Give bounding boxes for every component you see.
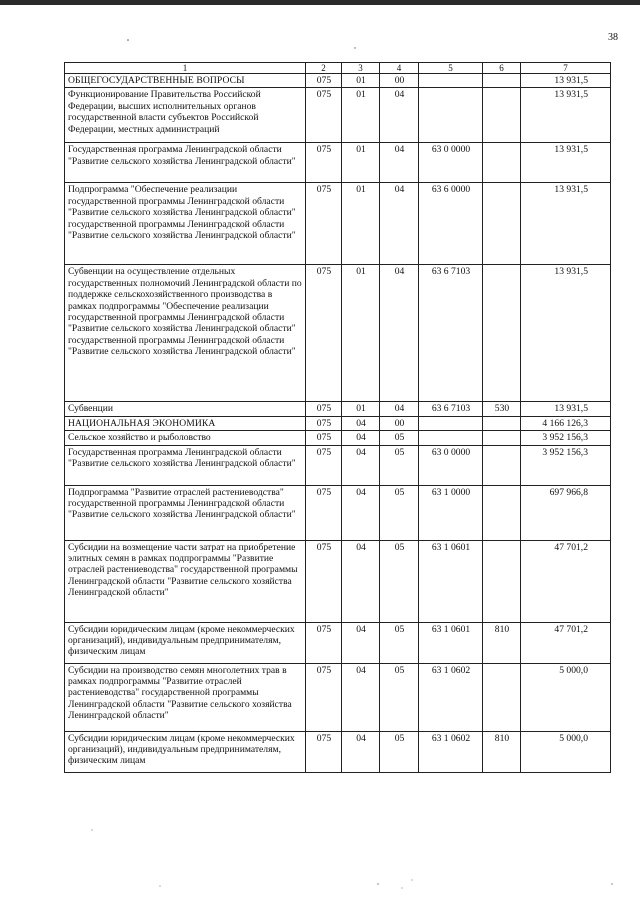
row-pr: 05 bbox=[380, 622, 419, 663]
row-csr: 63 1 0602 bbox=[419, 731, 483, 772]
row-csr: 63 6 0000 bbox=[419, 183, 483, 265]
row-gr: 075 bbox=[306, 265, 342, 402]
row-name: НАЦИОНАЛЬНАЯ ЭКОНОМИКА bbox=[65, 416, 306, 430]
row-gr: 075 bbox=[306, 143, 342, 183]
row-vr bbox=[483, 74, 521, 88]
row-name: Государственная программа Ленинградской области "Развитие сельского хозяйства Ленинградской области" bbox=[65, 445, 306, 485]
table-row bbox=[65, 143, 611, 183]
scan-top-edge bbox=[0, 0, 640, 5]
column-header: 7 bbox=[521, 63, 611, 74]
row-gr: 075 bbox=[306, 663, 342, 731]
row-vr: 810 bbox=[483, 731, 521, 772]
row-vr bbox=[483, 416, 521, 430]
budget-table bbox=[64, 62, 611, 773]
row-csr: 63 0 0000 bbox=[419, 143, 483, 183]
table-row bbox=[65, 445, 611, 485]
row-rz: 01 bbox=[342, 74, 380, 88]
row-rz: 04 bbox=[342, 663, 380, 731]
row-pr: 05 bbox=[380, 663, 419, 731]
row-vr bbox=[483, 445, 521, 485]
table-row bbox=[65, 540, 611, 622]
column-header: 1 bbox=[65, 63, 306, 74]
row-sum: 13 931,5 bbox=[521, 143, 611, 183]
row-rz: 04 bbox=[342, 731, 380, 772]
row-pr: 04 bbox=[380, 402, 419, 416]
row-vr bbox=[483, 143, 521, 183]
row-pr: 05 bbox=[380, 485, 419, 540]
row-gr: 075 bbox=[306, 183, 342, 265]
row-vr bbox=[483, 485, 521, 540]
row-rz: 01 bbox=[342, 402, 380, 416]
row-rz: 01 bbox=[342, 183, 380, 265]
row-pr: 04 bbox=[380, 88, 419, 143]
row-name: Субвенции на осуществление отдельных государственных полномочий Ленинградской области по поддержке сельскохозяйственного производства в рамках подпрограммы "Обеспечение реализации государственной программы Ленинградской области "Развитие сельского хозяйства Ленинградской области" государственной программы Ленинградской области "Развитие сельского хозяйства Ленинградской области" bbox=[65, 265, 306, 402]
row-pr: 05 bbox=[380, 445, 419, 485]
row-rz: 04 bbox=[342, 431, 380, 445]
row-gr: 075 bbox=[306, 485, 342, 540]
row-csr: 63 6 7103 bbox=[419, 265, 483, 402]
row-gr: 075 bbox=[306, 731, 342, 772]
row-sum: 13 931,5 bbox=[521, 265, 611, 402]
row-rz: 04 bbox=[342, 485, 380, 540]
row-name: Сельское хозяйство и рыболовство bbox=[65, 431, 306, 445]
row-name: Подпрограмма "Развитие отраслей растениеводства" государственной программы Ленинградской области "Развитие сельского хозяйства Ленинградской области" bbox=[65, 485, 306, 540]
column-header: 5 bbox=[419, 63, 483, 74]
row-rz: 01 bbox=[342, 143, 380, 183]
table-row bbox=[65, 622, 611, 663]
row-gr: 075 bbox=[306, 431, 342, 445]
row-pr: 04 bbox=[380, 265, 419, 402]
row-csr bbox=[419, 431, 483, 445]
row-vr bbox=[483, 540, 521, 622]
row-gr: 075 bbox=[306, 402, 342, 416]
row-sum: 47 701,2 bbox=[521, 622, 611, 663]
table-row bbox=[65, 485, 611, 540]
row-vr bbox=[483, 431, 521, 445]
row-pr: 04 bbox=[380, 183, 419, 265]
row-name: Субсидии юридическим лицам (кроме некоммерческих организаций), индивидуальным предпринимателям, физическим лицам bbox=[65, 731, 306, 772]
row-pr: 05 bbox=[380, 431, 419, 445]
row-rz: 04 bbox=[342, 416, 380, 430]
row-rz: 01 bbox=[342, 265, 380, 402]
row-pr: 04 bbox=[380, 143, 419, 183]
table-row bbox=[65, 402, 611, 416]
row-vr: 530 bbox=[483, 402, 521, 416]
row-name: Субсидии на возмещение части затрат на приобретение элитных семян в рамках подпрограммы "Развитие отраслей растениеводства" государственной программы Ленинградской области "Развитие сельского хозяйства Ленинградской области" bbox=[65, 540, 306, 622]
table-row bbox=[65, 74, 611, 88]
row-csr: 63 0 0000 bbox=[419, 445, 483, 485]
column-header: 6 bbox=[483, 63, 521, 74]
row-name: Субвенции bbox=[65, 402, 306, 416]
column-header: 4 bbox=[380, 63, 419, 74]
table-row bbox=[65, 265, 611, 402]
table-header-row bbox=[65, 63, 611, 74]
row-gr: 075 bbox=[306, 445, 342, 485]
row-csr bbox=[419, 74, 483, 88]
row-gr: 075 bbox=[306, 74, 342, 88]
row-sum: 4 166 126,3 bbox=[521, 416, 611, 430]
row-sum: 13 931,5 bbox=[521, 88, 611, 143]
row-pr: 05 bbox=[380, 540, 419, 622]
column-header: 2 bbox=[306, 63, 342, 74]
row-csr: 63 1 0602 bbox=[419, 663, 483, 731]
row-csr: 63 1 0601 bbox=[419, 540, 483, 622]
row-csr: 63 1 0601 bbox=[419, 622, 483, 663]
row-vr bbox=[483, 265, 521, 402]
row-sum: 47 701,2 bbox=[521, 540, 611, 622]
row-sum: 13 931,5 bbox=[521, 74, 611, 88]
row-csr bbox=[419, 88, 483, 143]
row-sum: 3 952 156,3 bbox=[521, 445, 611, 485]
table-row bbox=[65, 416, 611, 430]
row-rz: 04 bbox=[342, 622, 380, 663]
row-rz: 01 bbox=[342, 88, 380, 143]
row-name: Субсидии юридическим лицам (кроме некоммерческих организаций), индивидуальным предпринимателям, физическим лицам bbox=[65, 622, 306, 663]
row-sum: 697 966,8 bbox=[521, 485, 611, 540]
row-vr bbox=[483, 663, 521, 731]
row-pr: 00 bbox=[380, 74, 419, 88]
page-number: 38 bbox=[608, 32, 618, 43]
row-vr: 810 bbox=[483, 622, 521, 663]
row-vr bbox=[483, 183, 521, 265]
row-csr: 63 1 0000 bbox=[419, 485, 483, 540]
table-row bbox=[65, 663, 611, 731]
row-rz: 04 bbox=[342, 540, 380, 622]
row-csr: 63 6 7103 bbox=[419, 402, 483, 416]
row-gr: 075 bbox=[306, 540, 342, 622]
row-sum: 5 000,0 bbox=[521, 731, 611, 772]
table-row bbox=[65, 431, 611, 445]
table-row bbox=[65, 731, 611, 772]
row-name: Функционирование Правительства Российской Федерации, высших исполнительных органов государственной власти субъектов Российской Федерации, местных администраций bbox=[65, 88, 306, 143]
row-name: Подпрограмма "Обеспечение реализации государственной программы Ленинградской области "Развитие сельского хозяйства Ленинградской области" государственной программы Ленинградской области "Развитие сельского хозяйства Ленинградской области" bbox=[65, 183, 306, 265]
row-name: Субсидии на производство семян многолетних трав в рамках подпрограммы "Развитие отраслей растениеводства" государственной программы Ленинградской области "Развитие сельского хозяйства Ленинградской области" bbox=[65, 663, 306, 731]
row-gr: 075 bbox=[306, 416, 342, 430]
row-rz: 04 bbox=[342, 445, 380, 485]
row-sum: 5 000,0 bbox=[521, 663, 611, 731]
row-name: ОБЩЕГОСУДАРСТВЕННЫЕ ВОПРОСЫ bbox=[65, 74, 306, 88]
table-row bbox=[65, 88, 611, 143]
row-gr: 075 bbox=[306, 622, 342, 663]
row-sum: 3 952 156,3 bbox=[521, 431, 611, 445]
row-sum: 13 931,5 bbox=[521, 402, 611, 416]
table-row bbox=[65, 183, 611, 265]
row-name: Государственная программа Ленинградской области "Развитие сельского хозяйства Ленинградской области" bbox=[65, 143, 306, 183]
row-gr: 075 bbox=[306, 88, 342, 143]
row-csr bbox=[419, 416, 483, 430]
row-pr: 00 bbox=[380, 416, 419, 430]
column-header: 3 bbox=[342, 63, 380, 74]
row-pr: 05 bbox=[380, 731, 419, 772]
row-vr bbox=[483, 88, 521, 143]
row-sum: 13 931,5 bbox=[521, 183, 611, 265]
